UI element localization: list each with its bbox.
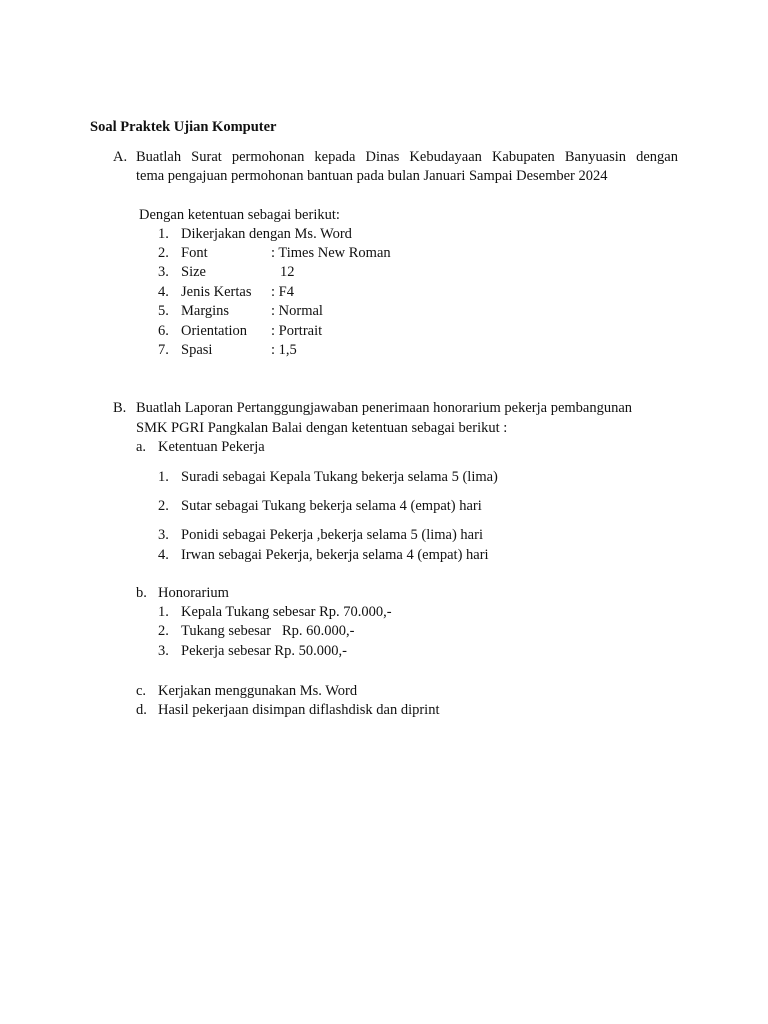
document-title: Soal Praktek Ujian Komputer xyxy=(90,119,277,135)
sub-a-label: Ketentuan Pekerja xyxy=(158,439,265,455)
sub-b-label: Honorarium xyxy=(158,585,229,601)
sub-d-marker: d. xyxy=(136,702,147,718)
sub-b-marker: b. xyxy=(136,585,147,601)
list-item-text: Pekerja sebesar Rp. 50.000,- xyxy=(181,643,347,659)
section-a-intro: Dengan ketentuan sebagai berikut: xyxy=(139,207,340,223)
list-item-number: 1. xyxy=(158,226,169,242)
list-item-text: Sutar sebagai Tukang bekerja selama 4 (empat) hari xyxy=(181,498,482,514)
list-item-label: Spasi xyxy=(181,342,213,358)
list-item-value: : Portrait xyxy=(271,323,323,339)
list-item-value: : F4 xyxy=(271,284,294,300)
list-item-label: Margins xyxy=(181,303,230,319)
section-a-line-1: Buatlah Surat permohonan kepada Dinas Kebudayaan Kabupaten Banyuasin dengan xyxy=(136,149,678,165)
list-item-text: Tukang sebesar Rp. 60.000,- xyxy=(181,623,355,639)
section-b-marker: B. xyxy=(113,400,127,416)
list-item-number: 2. xyxy=(158,245,169,261)
list-item-text: Kepala Tukang sebesar Rp. 70.000,- xyxy=(181,604,392,620)
list-item-number: 2. xyxy=(158,623,169,639)
list-item-number: 1. xyxy=(158,469,169,485)
section-a-marker: A. xyxy=(113,149,128,165)
sub-c-marker: c. xyxy=(136,683,147,699)
list-item-value: : 1,5 xyxy=(271,342,297,358)
list-item-number: 7. xyxy=(158,342,169,358)
sub-c-label: Kerjakan menggunakan Ms. Word xyxy=(158,683,358,699)
sub-d-label: Hasil pekerjaan disimpan diflashdisk dan diprint xyxy=(158,702,440,718)
sub-a-marker: a. xyxy=(136,439,147,455)
list-item-value: : Times New Roman xyxy=(271,245,391,261)
list-item-label: Size xyxy=(181,264,206,280)
list-item-value: : Normal xyxy=(271,303,323,319)
list-item-number: 2. xyxy=(158,498,169,514)
list-item-value: 12 xyxy=(280,264,295,280)
list-item-number: 5. xyxy=(158,303,169,319)
list-item-number: 1. xyxy=(158,604,169,620)
section-b-line-1: Buatlah Laporan Pertanggungjawaban penerimaan honorarium pekerja pembangunan xyxy=(136,400,633,416)
list-item-number: 6. xyxy=(158,323,169,339)
section-a-line-2: tema pengajuan permohonan bantuan pada bulan Januari Sampai Desember 2024 xyxy=(136,168,608,184)
list-item-label: Jenis Kertas xyxy=(181,284,252,300)
list-item-text: Ponidi sebagai Pekerja ,bekerja selama 5 (lima) hari xyxy=(181,527,483,543)
list-item-text: Irwan sebagai Pekerja, bekerja selama 4 (empat) hari xyxy=(181,547,489,563)
list-item-number: 3. xyxy=(158,643,169,659)
list-item-label: Dikerjakan dengan Ms. Word xyxy=(181,226,352,242)
list-item-label: Orientation xyxy=(181,323,248,339)
list-item-number: 3. xyxy=(158,527,169,543)
list-item-number: 4. xyxy=(158,284,169,300)
list-item-label: Font xyxy=(181,245,208,261)
section-b-line-2: SMK PGRI Pangkalan Balai dengan ketentuan sebagai berikut : xyxy=(136,420,508,436)
list-item-text: Suradi sebagai Kepala Tukang bekerja selama 5 (lima) xyxy=(181,469,498,485)
list-item-number: 4. xyxy=(158,547,169,563)
list-item-number: 3. xyxy=(158,264,169,280)
